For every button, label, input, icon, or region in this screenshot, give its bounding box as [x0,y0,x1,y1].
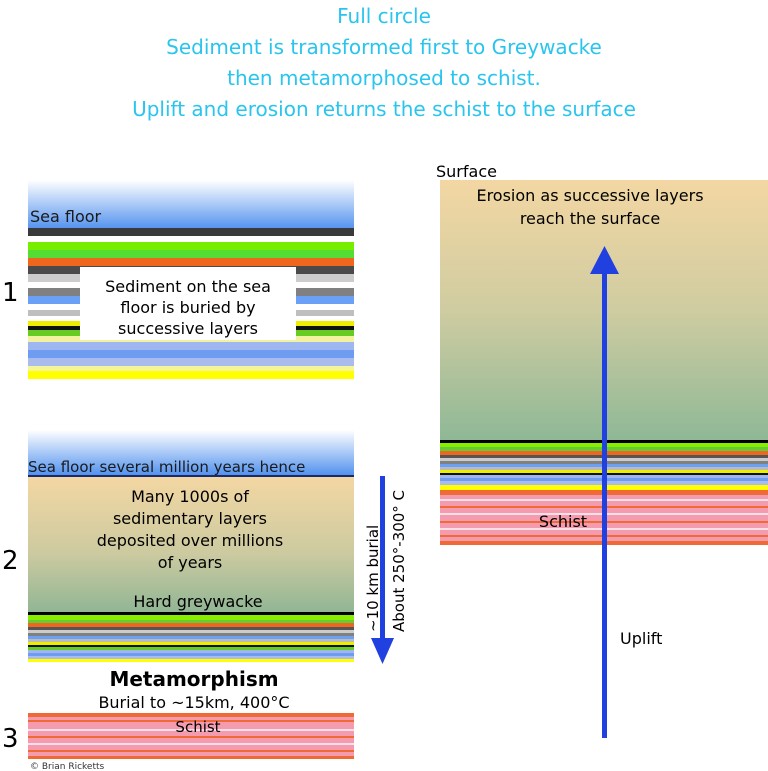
sediment-text-line-2: floor is buried by [120,298,256,317]
layer [28,236,354,242]
metamorphism-heading: Metamorphism [109,667,279,691]
layer [28,656,354,659]
panel-4 [436,162,768,738]
sediment-text-line-1: Sediment on the sea [105,277,271,296]
schist-stripe [28,750,354,752]
title-line-3: then metamorphosed to schist. [227,66,541,90]
layers-text-line-2: sedimentary layers [112,509,268,528]
layer [28,371,354,379]
schist-stripe [28,743,354,745]
layer [28,630,354,633]
erosion-text-line-2: reach the surface [519,209,661,228]
layer [28,647,354,650]
layer [28,250,354,258]
layer [28,623,354,627]
layer [28,350,354,358]
layer [28,653,354,656]
layer [28,258,354,266]
title-line-2: Sediment is transformed first to Greywacke [166,35,602,59]
future-sea-floor-label: Sea floor several million years hence [28,458,306,476]
sea-floor-label: Sea floor [30,207,102,226]
layer [28,633,354,636]
layer [28,366,354,371]
surface-label: Surface [436,162,497,181]
layer [28,612,354,615]
panel-number-1: 1 [2,278,19,308]
panel-1 [2,180,354,379]
greywacke-label: Hard greywacke [133,592,263,611]
uplift-arrow-shaft [602,270,607,738]
schist-stripe [28,736,354,738]
burial-arrow-head [371,638,394,664]
uplift-label: Uplift [620,629,663,648]
layer [28,627,354,630]
layers-text-line-1: Many 1000s of [131,487,249,506]
title-line-1: Full circle [337,4,431,28]
layer [28,639,354,642]
burial-depth-label: ~10 km burial [364,524,382,632]
layer [28,645,354,647]
layer [28,342,354,350]
layer [28,650,354,653]
layer [28,242,354,250]
layer [28,358,354,366]
layer [28,642,354,645]
layers-text-line-3: deposited over millions [96,531,284,550]
schist-stripe [28,756,354,759]
copyright-notice: © Brian Ricketts [30,762,105,771]
panel-number-3: 3 [2,724,19,754]
panel-3 [2,667,354,759]
burial-temperature-label: About 250°-300° C [390,489,408,632]
panel-2 [2,430,408,664]
layer [28,659,354,662]
panel-number-2: 2 [2,546,19,576]
title-line-4: Uplift and erosion returns the schist to the surface [132,97,636,121]
layer [28,636,354,639]
layer [28,228,354,236]
panel3-schist-label: Schist [175,718,221,736]
panel4-schist-label: Schist [538,512,588,531]
sediment-text-line-3: successive layers [118,319,258,338]
layer [28,615,354,620]
layers-text-line-4: of years [157,553,223,572]
erosion-text-line-1: Erosion as successive layers [476,186,704,205]
layer [28,620,354,623]
metamorphism-subheading: Burial to ~15km, 400°C [98,693,290,712]
schist-stripe [28,713,354,717]
